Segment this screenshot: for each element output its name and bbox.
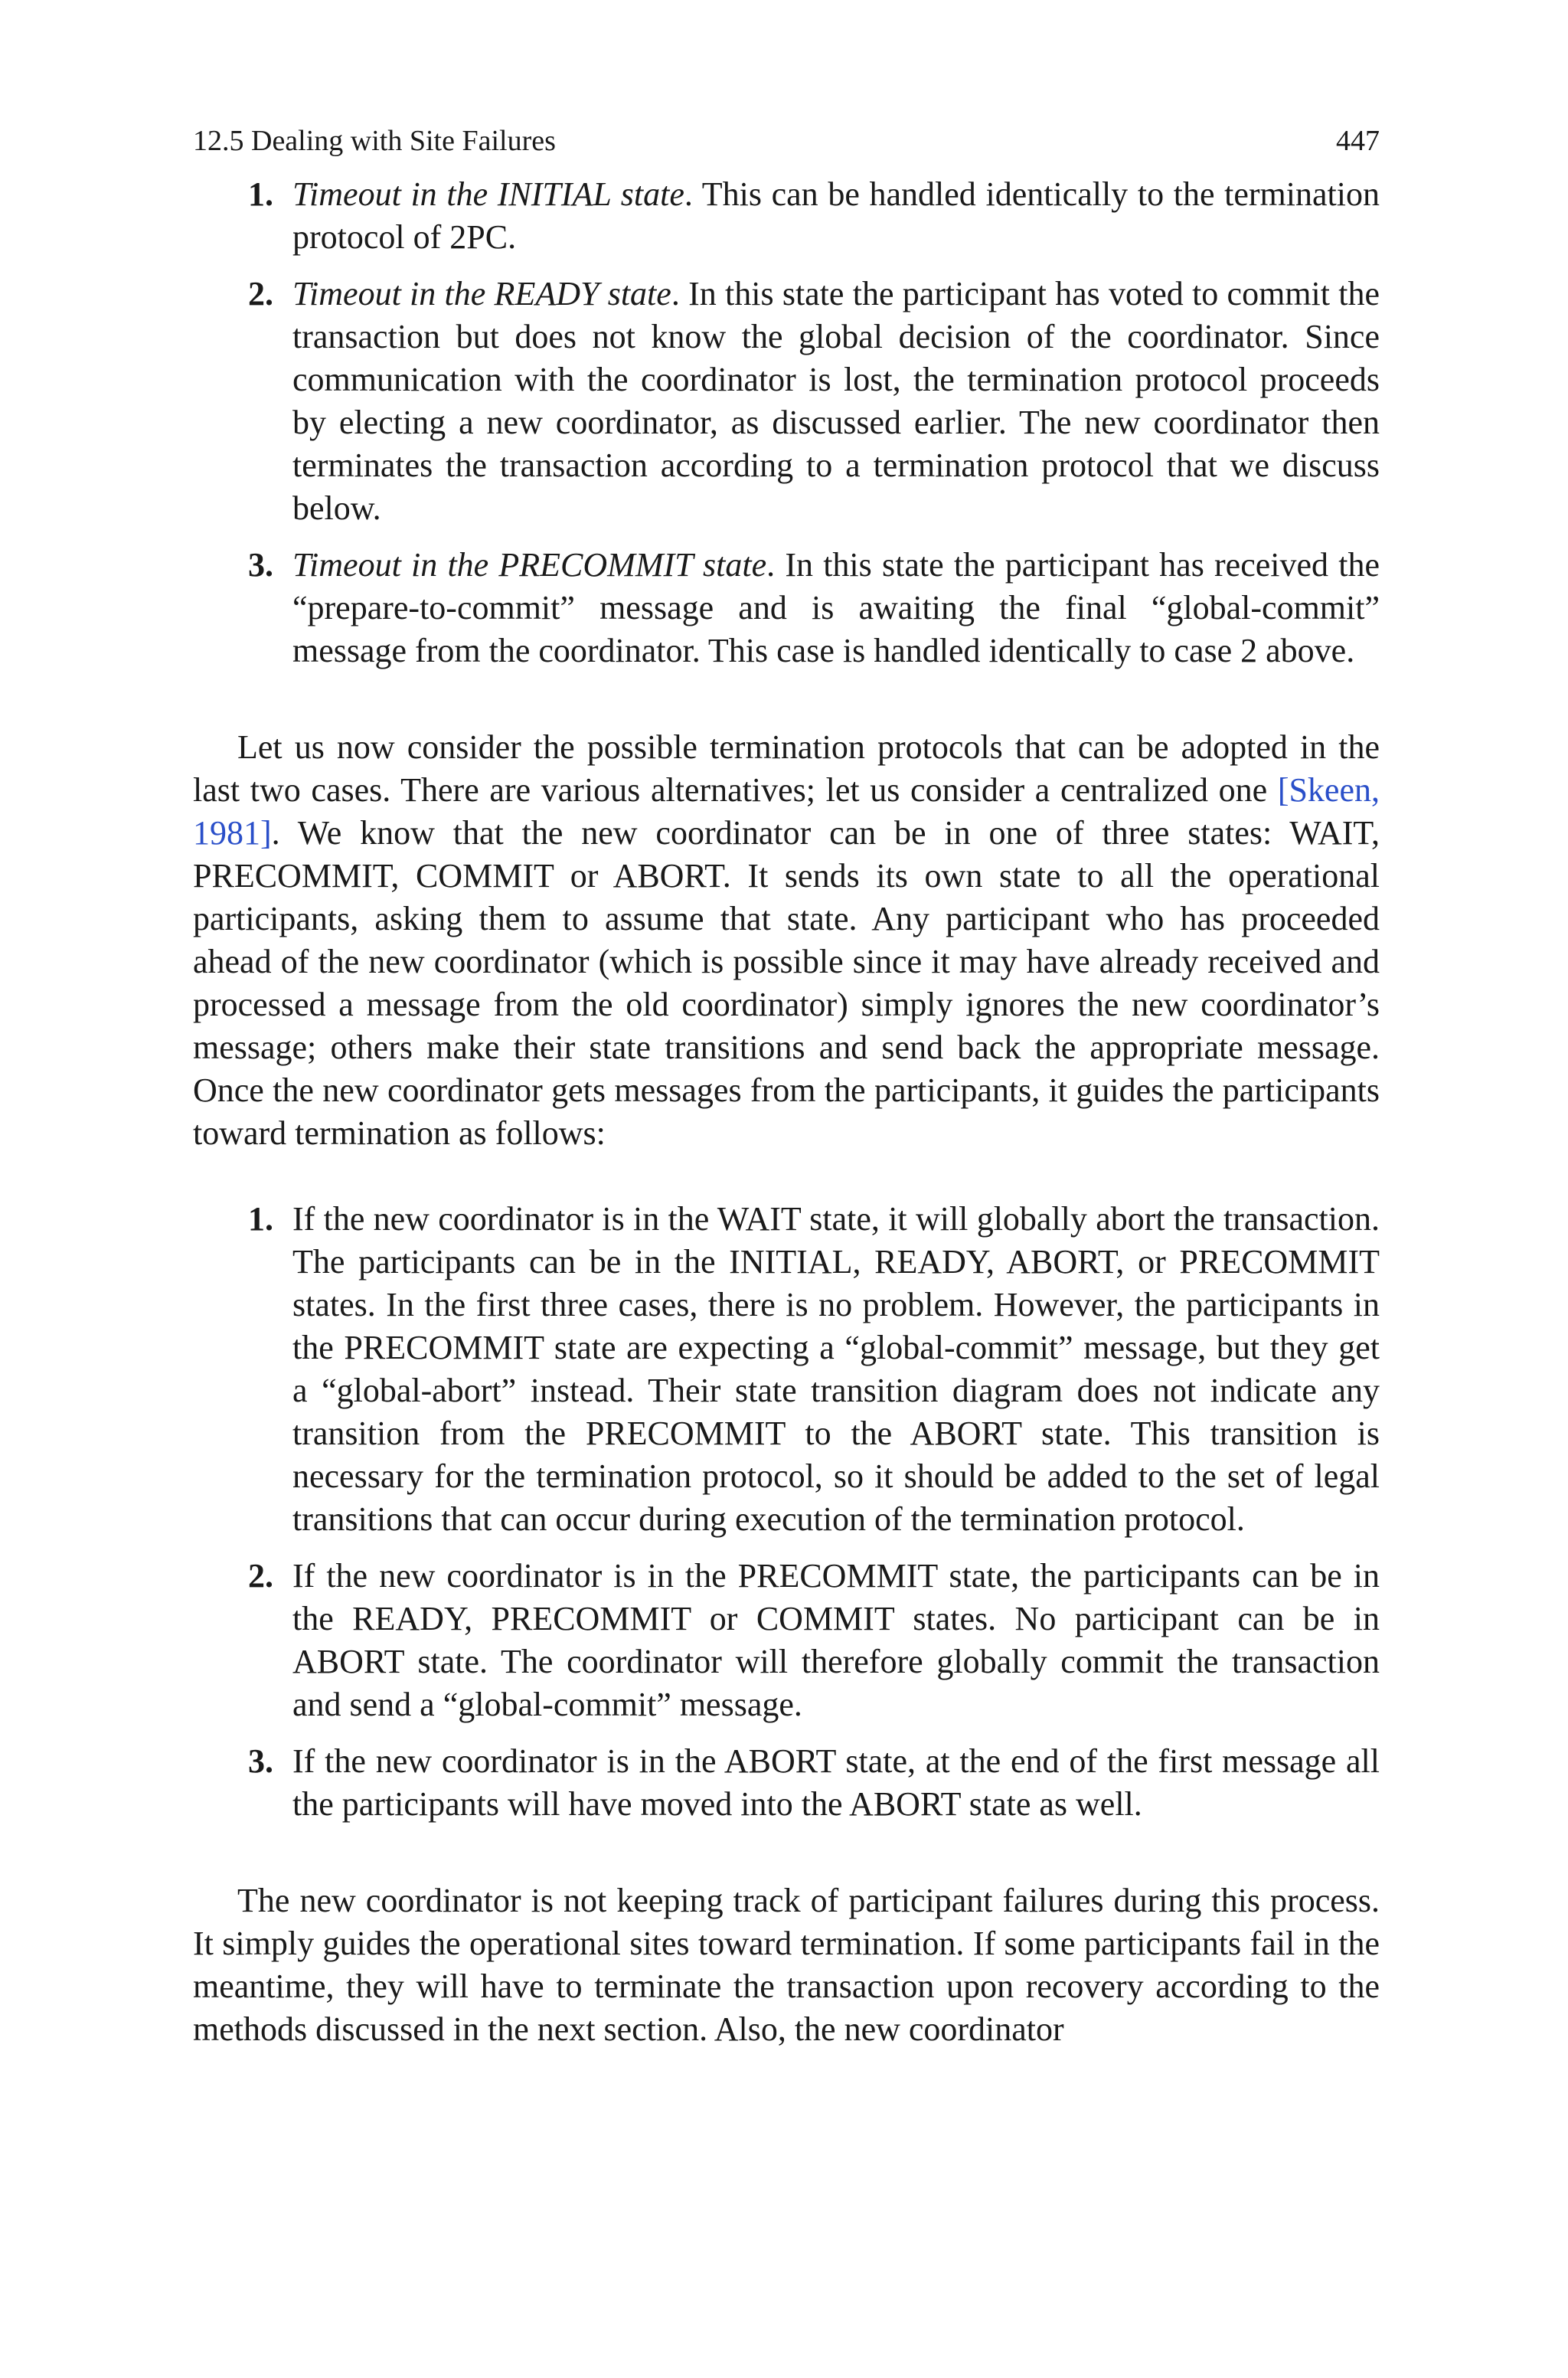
body-text — [193, 173, 1380, 2051]
item-number: 1. — [248, 175, 273, 213]
item-number: 3. — [248, 546, 273, 584]
item-text: If the new coordinator is in the PRECOMMIT state, the participants can be in the READY, PRECOMMIT or COMMIT states. No participant can be in ABORT state. The coordinator will therefore globally commit the transaction and send a “global-commit” message. — [292, 1557, 1380, 1723]
coordinator-state-list — [193, 1198, 1380, 1826]
item-text: . In this state the participant has voted to commit the transaction but does not know the global decision of the coordinator. Since communication with the coordinator is lost, the termination protocol proceeds by electing a new coordinator, as discussed earlier. The new coordinator then terminates the transaction according to a termination protocol that we discuss below. — [292, 275, 1380, 527]
citation-link[interactable]: [Skeen, 1981] — [193, 771, 1380, 852]
item-number: 2. — [248, 1557, 273, 1595]
list-item — [193, 1740, 1380, 1826]
item-text: . In this state the participant has received the “prepare-to-commit” message and is awaiting the final “global-commit” message from the coordinator. This case is handled identically to case 2 above. — [292, 546, 1380, 669]
item-text: If the new coordinator is in the WAIT state, it will globally abort the transaction. The participants can be in the INITIAL, READY, ABORT, or PRECOMMIT states. In the first three cases, there is no problem. However, the participants in the PRECOMMIT state are expecting a “global-commit” message, but they get a “global-abort” instead. Their state transition diagram does not indicate any transition from the PRECOMMIT to the ABORT state. This transition is necessary for the termination protocol, so it should be added to the set of legal transitions that can occur during execution of the termination protocol. — [292, 1200, 1380, 1538]
list-item — [193, 1555, 1380, 1726]
item-text: If the new coordinator is in the ABORT state, at the end of the first message all the participants will have moved into the ABORT state as well. — [292, 1742, 1380, 1823]
item-title: Timeout in the PRECOMMIT state — [292, 546, 767, 584]
item-text: . This can be handled identically to the termination protocol of 2PC. — [292, 175, 1380, 256]
list-item — [193, 1198, 1380, 1541]
paragraph-termination-protocols: Let us now consider the possible termination protocols that can be adopted in the last two cases. There are various alternatives; let us consider a centralized one [Skeen, 1981]. We know that the new coordinator can be in one of three states: WAIT, PRECOMMIT, COMMIT or ABORT. It sends its own state to all the operational participants, asking them to assume that state. Any participant who has proceeded ahead of the new coordinator (which is possible since it may have already received and processed a message from the old coordinator) simply ignores the new coordinator’s message; others make their state transitions and send back the appropriate message. Once the new coordinator gets messages from the participants, it guides the participants toward termination as follows: — [193, 728, 1380, 1152]
paragraph-coordinator-tracking: The new coordinator is not keeping track of participant failures during this process. It simply guides the operational sites toward termination. If some participants fail in the meantime, they will have to terminate the transaction upon recovery according to the methods discussed in the next section. Also, the new coordinator — [193, 1882, 1380, 2048]
item-number: 3. — [248, 1742, 273, 1780]
list-item — [193, 544, 1380, 672]
page-number: 447 — [1336, 125, 1380, 157]
item-title: Timeout in the INITIAL state — [292, 175, 684, 213]
item-number: 1. — [248, 1200, 273, 1238]
running-head — [193, 123, 1380, 159]
list-item — [193, 173, 1380, 259]
item-title: Timeout in the READY state — [292, 275, 671, 312]
page — [193, 123, 1380, 2051]
section-title: 12.5 Dealing with Site Failures — [193, 125, 556, 157]
timeout-list — [193, 173, 1380, 672]
item-number: 2. — [248, 275, 273, 312]
list-item — [193, 273, 1380, 530]
